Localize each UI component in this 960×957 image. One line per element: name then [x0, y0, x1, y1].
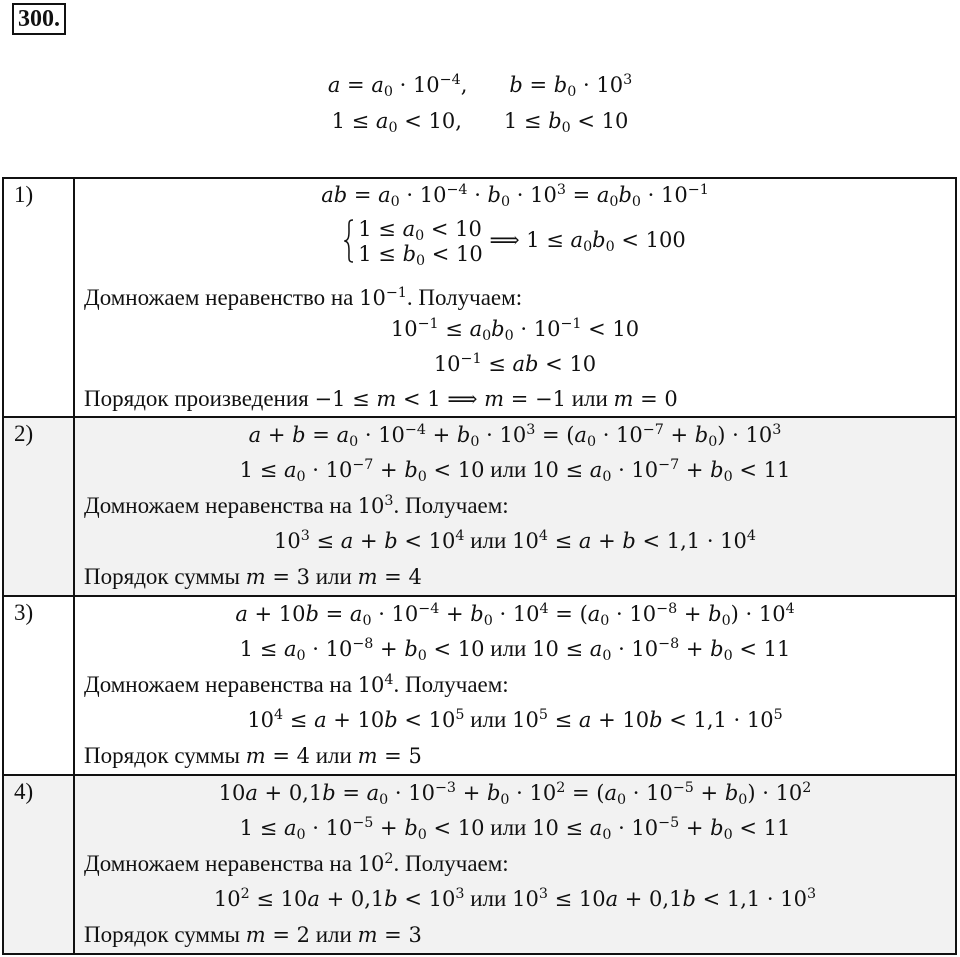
formula-r3-eq: $a + 10b = a_0 \cdot 10^{-4} + b_0 \cdot 10^4 = (a_0 \cdot 10^{-8} + b_0) \cdot 10^4$ [235, 601, 795, 629]
row-content [74, 417, 956, 596]
problem-number: 300. [12, 3, 66, 35]
solution-row-3 [3, 596, 956, 775]
r1-multiply-text: Домножаем неравенство на $10^{-1}$. Получаем: [84, 285, 523, 310]
formula-r2-eq: $a + b = a_0 \cdot 10^{-4} + b_0 \cdot 10^3 = (a_0 \cdot 10^{-7} + b_0) \cdot 10^3$ [248, 422, 782, 450]
formula-r1-f1: $10^{-1} \le a_0b_0 \cdot 10^{-1} < 10$ [390, 316, 640, 344]
formula-r1-f2: $10^{-1}$ ≤ ab < 10 [433, 351, 597, 376]
row-content [74, 178, 956, 417]
formula-r1-eq: ab = $a_0 \cdot 10^{-4} \cdot b_0 \cdot 10^3 = a_0b_0 \cdot 10^{-1}$ [321, 182, 709, 210]
formula-r4-res: $10^2 \le 10a + 0,1b < 10^3$ или $10^3 \le 10a + 0,1b < 1,1 \cdot 10^3$ [213, 886, 817, 911]
row-content [74, 596, 956, 775]
r4-order-text: Порядок суммы m = 2 или m = 3 [84, 922, 422, 947]
solution-row-1 [3, 178, 956, 417]
r3-order-text: Порядок суммы m = 4 или m = 5 [84, 743, 422, 768]
solution-row-2 [3, 417, 956, 596]
r1-order-text: Порядок произведения −1 ≤ m < 1 ⟹ m = −1 или m = 0 [84, 386, 678, 411]
formula-r1-system: $1 \le a_0 < 10$ $1 \le b_0 < 10$ ⟹ $1 \le a_0b_0 < 100$ [75, 215, 955, 267]
formula-r4-eq: $10a + 0,1b = a_0 \cdot 10^{-3} + b_0 \cdot 10^2 = (a_0 \cdot 10^{-5} + b_0) \cdot 10^2$ [218, 780, 812, 808]
brace-icon [344, 219, 354, 263]
formula-r3-ineq: $1 \le a_0 \cdot 10^{-8} + b_0 < 10$ или $10 \le a_0 \cdot 10^{-8} + b_0 < 11$ [239, 636, 791, 664]
r2-multiply-text: Домножаем неравенства на $10^3$. Получаем: [84, 493, 509, 518]
row-label: 1) [3, 178, 74, 417]
row-content [74, 775, 956, 954]
formula-r4-ineq: $1 \le a_0 \cdot 10^{-5} + b_0 < 10$ или $10 \le a_0 \cdot 10^{-5} + b_0 < 11$ [239, 815, 791, 843]
formula-r2-ineq: $1 \le a_0 \cdot 10^{-7} + b_0 < 10$ или $10 \le a_0 \cdot 10^{-7} + b_0 < 11$ [239, 457, 791, 485]
row-label: 3) [3, 596, 74, 775]
given-a: 𝑎 = 𝑎$_0$ · $10^{-4}$, [327, 72, 468, 100]
given-b: 𝑏 = 𝑏$_0$ · $10^3$ [509, 72, 633, 100]
formula-r2-res: $10^3 \le a + b < 10^4$ или $10^4 \le a + b < 1,1 \cdot 10^4$ [274, 528, 756, 553]
r4-multiply-text: Домножаем неравенства на $10^2$. Получаем: [84, 851, 509, 876]
given-line-1 [0, 72, 960, 100]
solution-table [2, 177, 957, 955]
inequality-system: $1 \le a_0 < 10$ $1 \le b_0 < 10$ [344, 217, 483, 267]
row-label: 4) [3, 775, 74, 954]
solution-row-4 [3, 775, 956, 954]
r2-order-text: Порядок суммы m = 3 или m = 4 [84, 564, 422, 589]
formula-r3-res: $10^4 \le a + 10b < 10^5$ или $10^5 \le a + 10b < 1,1 \cdot 10^5$ [247, 707, 783, 732]
given-line-2 [0, 109, 960, 136]
row-label: 2) [3, 417, 74, 596]
r3-multiply-text: Домножаем неравенства на $10^4$. Получаем: [84, 672, 509, 697]
given-a-range: 1 ≤ 𝑎$_0$ < 10, [331, 109, 462, 136]
given-b-range: 1 ≤ 𝑏$_0$ < 10 [503, 109, 629, 136]
